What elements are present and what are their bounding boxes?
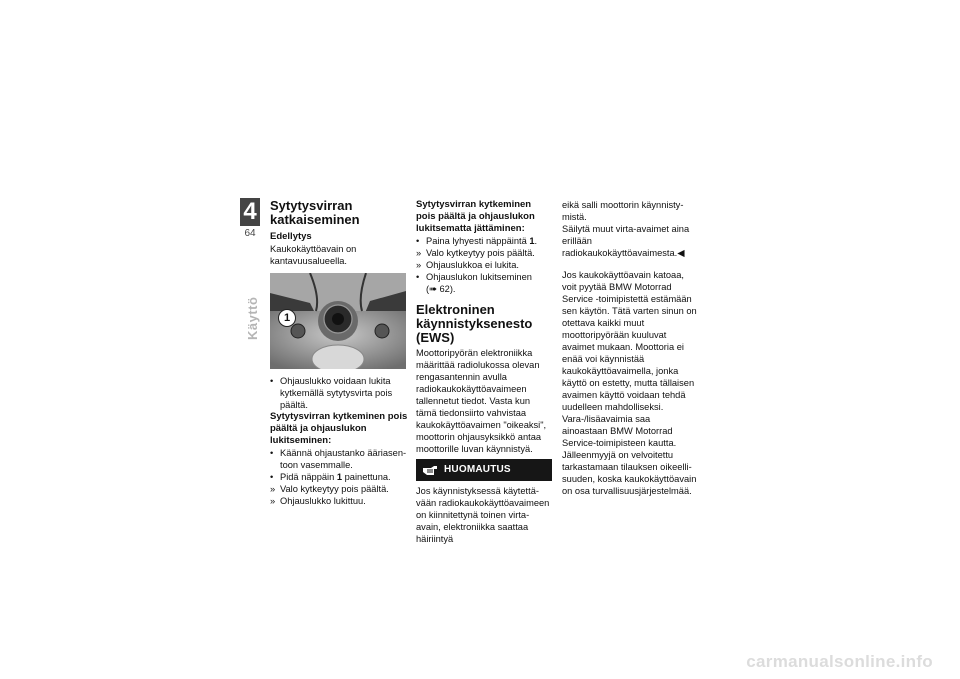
watermark: carmanualsonline.info xyxy=(746,652,933,671)
paragraph: Säilytä muut virta-avaimet aina erillään radiokaukokäyttöavaimesta.◀ xyxy=(562,224,690,258)
column-1 xyxy=(270,199,408,507)
page-ref-arrow-icon: ➠ xyxy=(429,284,437,294)
paragraph: eikä salli moottorin käynnistymistä. xyxy=(562,200,684,222)
list-item-text: painettuna. xyxy=(342,472,391,482)
result-item: » Ohjauslukko lukittuu. xyxy=(270,496,366,506)
page-reference[interactable]: 62). xyxy=(439,284,456,294)
chapter-number-tab: 4 xyxy=(240,198,260,226)
result-item: » Ohjauslukkoa ei lukita. xyxy=(416,260,520,270)
subheading-no-lock: Sytytysvirran kytkeminen pois päältä ja ohjauslukon lukitsematta jättäminen: xyxy=(416,199,535,234)
photo-callout-marker: 1 xyxy=(278,309,296,327)
key-reference: 1 xyxy=(336,472,343,482)
note-text: Jos käynnistyksessä käytettävään radiokaukokäyttöavaimeen on kiinnitettynä toinen virta-avain, elektroniikka saattaa häiriintyä xyxy=(416,486,550,544)
paragraph: Jos kaukokäyttöavain katoaa, voit pyytää BMW Motorrad Service -toimipistettä estämään sen käytön. Tätä varten sinun on otettava kaikki muut moottoripyörään kuuluvat avaimet mukaan. Moottoria ei enää voi käynnistää kaukokäyttöavaimella, jonka käyttö on estetty, mutta tällaisen avaimen käyttö voidaan tehdä uudelleen mahdolliseksi. Vara-/lisäavaimia saa ainoastaan BMW Motorrad Service-toimipisteen kautta. Jälleenmyyjä on velvoitettu tarkastamaan tilauksen oikeellisuuden, koska kaukokäyttöavain on osa turvallisuusjärjestelmää. xyxy=(562,270,697,496)
list-item: • Pidä näppäin 1 painettuna. xyxy=(270,472,391,482)
column-3 xyxy=(562,199,698,497)
result-text: Valo kytkeytyy pois päältä. xyxy=(280,484,389,494)
paragraph: Moottoripyörän elektroniikka määrittää radiolukossa olevan rengasantennin avulla radiokaukokäyttöavaimeen tallennetut tiedot. Vasta kun tämä tiedonsiirto vahvistaa kaukokäyttöavaimen "oikeaksi", moottorin ohjausyksikkö antaa moottorille luvan käynnistyä. xyxy=(416,348,547,454)
result-item: » Valo kytkeytyy pois päältä. xyxy=(416,248,535,258)
note-label: HUOMAUTUS xyxy=(444,464,511,475)
list-item-text: Käännä ohjaustanko ääriasentoon vasemmalle. xyxy=(280,448,407,470)
subheading-prerequisite: Edellytys xyxy=(270,231,312,242)
key-reference: 1 xyxy=(529,236,535,246)
list-item: • Käännä ohjaustanko ääriasentoon vasemmalle. xyxy=(270,448,407,470)
result-text: Ohjauslukkoa ei lukita. xyxy=(426,260,520,270)
ignition-lock-photo xyxy=(270,273,406,369)
section-title: Sytytysvirran katkaiseminen xyxy=(270,198,360,227)
list-item-text: Ohjauslukko voidaan lukita kytkemällä sytytysvirta pois päältä. xyxy=(280,376,393,410)
chapter-side-label: Käyttö xyxy=(245,296,260,340)
paragraph: Kaukokäyttöavain on kantavuusalueella. xyxy=(270,244,357,266)
column-2 xyxy=(416,199,552,545)
list-item-text: Pidä näppäin xyxy=(280,472,337,482)
note-banner xyxy=(416,459,552,481)
result-text: Ohjauslukko lukittuu. xyxy=(280,496,366,506)
list-item-text: . xyxy=(534,236,538,246)
pointing-hand-icon xyxy=(422,464,438,477)
section-title-ews: Elektroninen käynnistyksenesto (EWS) xyxy=(416,302,533,345)
list-item-text: Ohjauslukon lukitseminen xyxy=(426,272,532,282)
subheading-lock: Sytytysvirran kytkeminen pois päältä ja ohjauslukon lukitseminen: xyxy=(270,411,408,446)
result-item: » Valo kytkeytyy pois päältä. xyxy=(270,484,389,494)
list-item: • Paina lyhyesti näppäintä 1. xyxy=(416,236,538,246)
list-item: • Ohjauslukko voidaan lukita kytkemällä sytytysvirta pois päältä. xyxy=(270,376,393,410)
list-item-text: Paina lyhyesti näppäintä xyxy=(426,236,530,246)
result-text: Valo kytkeytyy pois päältä. xyxy=(426,248,535,258)
page-number: 64 xyxy=(244,228,256,239)
list-item: • Ohjauslukon lukitseminen (➠ 62). xyxy=(416,272,532,294)
